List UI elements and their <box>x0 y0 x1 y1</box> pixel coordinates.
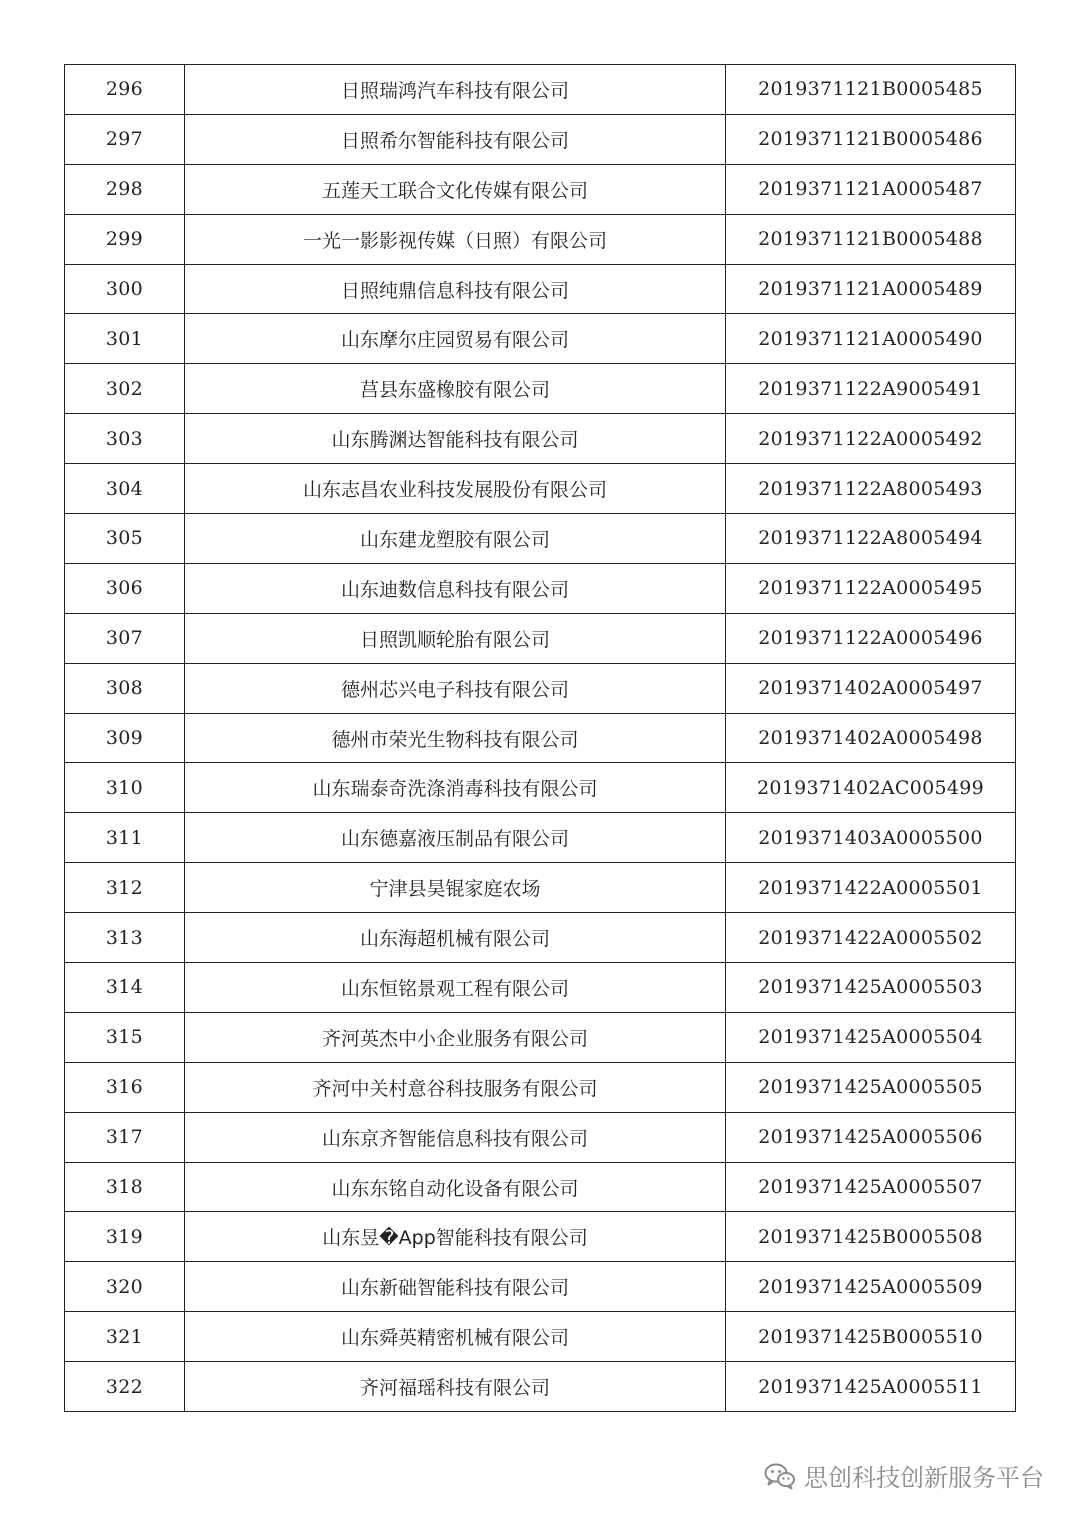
row-number: 307 <box>65 613 185 663</box>
registration-code: 2019371402A0005497 <box>726 663 1016 713</box>
table-row <box>65 514 1016 564</box>
registration-code: 2019371425B0005508 <box>726 1212 1016 1262</box>
table-row <box>65 114 1016 164</box>
row-number: 321 <box>65 1312 185 1362</box>
table-row <box>65 1162 1016 1212</box>
table-row <box>65 1012 1016 1062</box>
company-name: 德州市荣光生物科技有限公司 <box>185 713 726 763</box>
registration-code: 2019371425A0005505 <box>726 1062 1016 1112</box>
row-number: 315 <box>65 1012 185 1062</box>
company-name: 山东志昌农业科技发展股份有限公司 <box>185 464 726 514</box>
table-row <box>65 364 1016 414</box>
registration-code: 2019371122A9005491 <box>726 364 1016 414</box>
row-number: 298 <box>65 164 185 214</box>
row-number: 318 <box>65 1162 185 1212</box>
company-name: 齐河英杰中小企业服务有限公司 <box>185 1012 726 1062</box>
registration-code: 2019371122A8005493 <box>726 464 1016 514</box>
row-number: 308 <box>65 663 185 713</box>
table-row <box>65 164 1016 214</box>
registration-code: 2019371121A0005489 <box>726 264 1016 314</box>
table-row <box>65 1062 1016 1112</box>
table-row <box>65 1312 1016 1362</box>
registration-code: 2019371402A0005498 <box>726 713 1016 763</box>
company-name: 山东腾渊达智能科技有限公司 <box>185 414 726 464</box>
company-name: 莒县东盛橡胶有限公司 <box>185 364 726 414</box>
table-row <box>65 264 1016 314</box>
watermark <box>764 1458 1044 1493</box>
table-row <box>65 214 1016 264</box>
table-row <box>65 813 1016 863</box>
row-number: 299 <box>65 214 185 264</box>
table-row <box>65 913 1016 963</box>
row-number: 319 <box>65 1212 185 1262</box>
row-number: 322 <box>65 1362 185 1412</box>
registration-code: 2019371122A0005492 <box>726 414 1016 464</box>
registration-code: 2019371122A8005494 <box>726 514 1016 564</box>
registration-code: 2019371122A0005496 <box>726 613 1016 663</box>
table-body <box>65 65 1016 1412</box>
registration-code: 2019371425A0005511 <box>726 1362 1016 1412</box>
table-row <box>65 1362 1016 1412</box>
row-number: 301 <box>65 314 185 364</box>
table-row <box>65 464 1016 514</box>
table-row <box>65 763 1016 813</box>
company-name: 日照凯顺轮胎有限公司 <box>185 613 726 663</box>
row-number: 306 <box>65 563 185 613</box>
table-row <box>65 65 1016 115</box>
company-name: 宁津县昊锟家庭农场 <box>185 863 726 913</box>
company-name: 山东德嘉液压制品有限公司 <box>185 813 726 863</box>
company-name: 一光一影影视传媒（日照）有限公司 <box>185 214 726 264</box>
table-row <box>65 563 1016 613</box>
registration-code: 2019371122A0005495 <box>726 563 1016 613</box>
registration-code: 2019371403A0005500 <box>726 813 1016 863</box>
company-name: 山东建龙塑胶有限公司 <box>185 514 726 564</box>
table-row <box>65 1112 1016 1162</box>
company-name: 五莲天工联合文化传媒有限公司 <box>185 164 726 214</box>
table-row <box>65 963 1016 1013</box>
registration-code: 2019371422A0005502 <box>726 913 1016 963</box>
registration-code: 2019371425A0005507 <box>726 1162 1016 1212</box>
row-number: 310 <box>65 763 185 813</box>
registration-code: 2019371425A0005509 <box>726 1262 1016 1312</box>
row-number: 313 <box>65 913 185 963</box>
row-number: 305 <box>65 514 185 564</box>
table-row <box>65 1212 1016 1262</box>
company-name: 山东海超机械有限公司 <box>185 913 726 963</box>
company-list-table <box>64 64 1016 1412</box>
company-name: 日照希尔智能科技有限公司 <box>185 114 726 164</box>
company-name: 山东摩尔庄园贸易有限公司 <box>185 314 726 364</box>
registration-code: 2019371425B0005510 <box>726 1312 1016 1362</box>
registration-code: 2019371425A0005503 <box>726 963 1016 1013</box>
company-name: 山东恒铭景观工程有限公司 <box>185 963 726 1013</box>
row-number: 314 <box>65 963 185 1013</box>
company-name: 齐河中关村意谷科技服务有限公司 <box>185 1062 726 1112</box>
company-name: 山东瑞泰奇洗涤消毒科技有限公司 <box>185 763 726 813</box>
company-name: 山东东铭自动化设备有限公司 <box>185 1162 726 1212</box>
registration-code: 2019371121B0005486 <box>726 114 1016 164</box>
row-number: 320 <box>65 1262 185 1312</box>
row-number: 303 <box>65 414 185 464</box>
registration-code: 2019371425A0005506 <box>726 1112 1016 1162</box>
company-name: 山东昱�App智能科技有限公司 <box>185 1212 726 1262</box>
row-number: 304 <box>65 464 185 514</box>
registration-code: 2019371121B0005485 <box>726 65 1016 115</box>
registration-code: 2019371425A0005504 <box>726 1012 1016 1062</box>
company-name: 山东舜英精密机械有限公司 <box>185 1312 726 1362</box>
registration-code: 2019371121A0005487 <box>726 164 1016 214</box>
company-name: 日照纯鼎信息科技有限公司 <box>185 264 726 314</box>
table-row <box>65 314 1016 364</box>
registration-code: 2019371402AC005499 <box>726 763 1016 813</box>
row-number: 312 <box>65 863 185 913</box>
table-row <box>65 414 1016 464</box>
row-number: 309 <box>65 713 185 763</box>
row-number: 302 <box>65 364 185 414</box>
table-row <box>65 613 1016 663</box>
registration-code: 2019371121A0005490 <box>726 314 1016 364</box>
table-row <box>65 863 1016 913</box>
company-name: 齐河福瑶科技有限公司 <box>185 1362 726 1412</box>
table-row <box>65 1262 1016 1312</box>
row-number: 316 <box>65 1062 185 1112</box>
table-row <box>65 713 1016 763</box>
row-number: 311 <box>65 813 185 863</box>
registration-code: 2019371422A0005501 <box>726 863 1016 913</box>
company-name: 山东京齐智能信息科技有限公司 <box>185 1112 726 1162</box>
row-number: 296 <box>65 65 185 115</box>
row-number: 297 <box>65 114 185 164</box>
company-name: 日照瑞鸿汽车科技有限公司 <box>185 65 726 115</box>
registration-code: 2019371121B0005488 <box>726 214 1016 264</box>
company-name: 德州芯兴电子科技有限公司 <box>185 663 726 713</box>
table-row <box>65 663 1016 713</box>
row-number: 317 <box>65 1112 185 1162</box>
watermark-text: 思创科技创新服务平台 <box>804 1464 1044 1492</box>
wechat-icon <box>764 1462 796 1490</box>
row-number: 300 <box>65 264 185 314</box>
company-name: 山东新础智能科技有限公司 <box>185 1262 726 1312</box>
company-name: 山东迪数信息科技有限公司 <box>185 563 726 613</box>
